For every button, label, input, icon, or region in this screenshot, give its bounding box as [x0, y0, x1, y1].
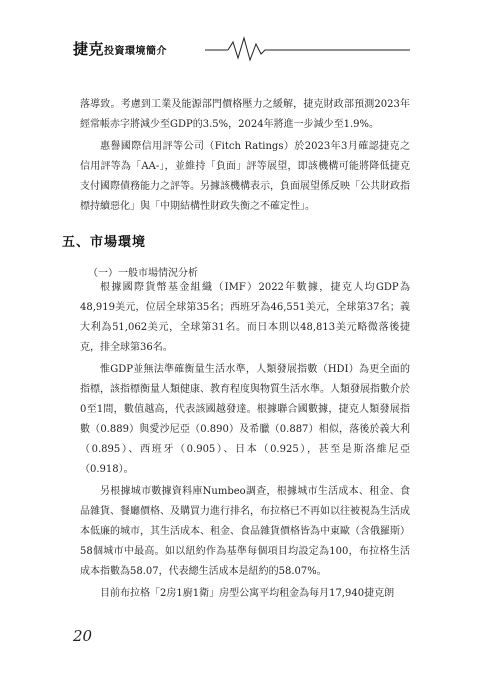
header-title-sub: 投資環境簡介 — [104, 46, 168, 57]
market-text-block — [80, 278, 410, 606]
subsection-heading: （一）一般市場情況分析 — [88, 268, 198, 279]
paragraph-gdp: 根據國際貨幣基金組織（IMF）2022年數據，捷克人均GDP為48,919美元，位居全球第35名；西班牙為46,551美元，全球第37名；義大利為51,062美元，全球第31名。而日本則以48,813美元略微落後捷克，排全球第36名。 — [80, 282, 410, 353]
paragraph-hdi: 惟GDP並無法準確衡量生活水準，人類發展指數（HDI）為更全面的指標，該指標衡量人類健康、教育程度與物質生活水準。人類發展指數介於0至1間，數值越高，代表該國越發達。根據聯合國數據，捷克人類發展指數（0.889）與愛沙尼亞（0.890）及希臘（0.887）相似，落後於義大利（0.895）、西班牙（0.905）、日本（0.925），甚至是斯洛維尼亞（0.918）。 — [80, 364, 410, 475]
paragraph-fiscal-continued: 落導致。考慮到工業及能源部門價格壓力之緩解，捷克財政部預測2023年經常帳赤字將減少至GDP的3.5%，2024年將進一步減少至1.9%。 — [80, 99, 410, 130]
header-ecg-line-icon — [0, 0, 480, 70]
top-text-block — [80, 95, 410, 219]
paragraph-fitch-rating: 惠譽國際信用評等公司（Fitch Ratings）於2023年3月確認捷克之信用評等為「AA-」，並維持「負面」評等展望，即該機構可能將降低捷克支付國際債務能力之評等。另據該機構表示，負面展望係反映「公共財政指標持續惡化」與「中期結構性財政失衡之不確定性」。 — [80, 141, 410, 212]
section-heading: 五、市場環境 — [62, 235, 147, 250]
page-number: 20 — [73, 627, 93, 645]
page-header — [0, 0, 480, 70]
header-title-main: 捷克 — [73, 40, 105, 58]
paragraph-rent: 目前布拉格「2房1廚1衛」房型公寓平均租金為每月17,940捷克朗 — [100, 588, 395, 599]
paragraph-numbeo: 另根據城市數據資料庫Numbeo調查，根據城市生活成本、租金、食品雜貨、餐廳價格、及購買力進行排名，布拉格已不再如以往被視為生活成本低廉的城市，其生活成本、租金、食品雜貨價格皆為中東歐（含俄羅斯）58個城市中最高。如以紐約作為基準每個項目均設定為100，布拉格生活成本指數為58.07，代表總生活成本是紐約的58.07%。 — [80, 486, 410, 577]
header-title — [73, 38, 167, 59]
